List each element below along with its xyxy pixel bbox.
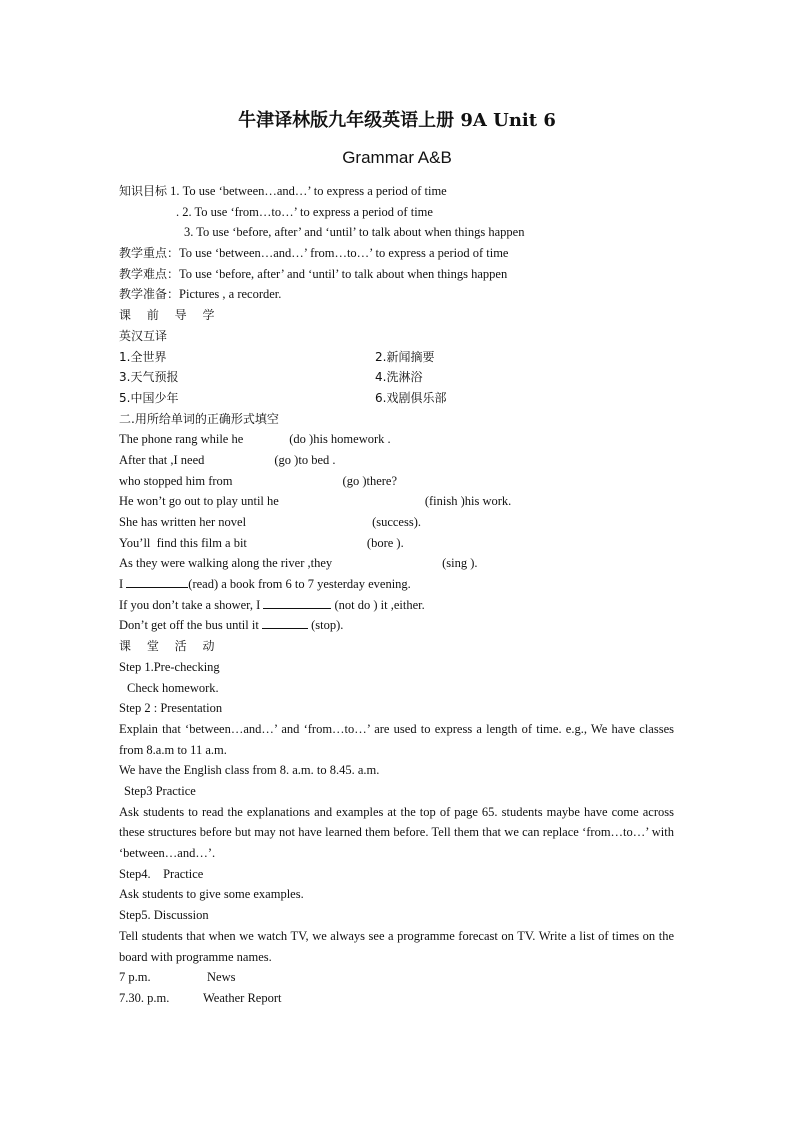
step1-heading: Step 1.Pre-checking: [119, 659, 220, 674]
translation-row: [119, 367, 679, 388]
schedule-row: [119, 967, 679, 988]
sentence-start: As they were walking along the river ,they: [119, 556, 333, 571]
sentence-end: (success).: [372, 515, 422, 529]
document-title: 牛津译林版九年级英语上册 9A Unit 6: [238, 110, 556, 131]
sentence-end: (bore ).: [366, 535, 404, 550]
translation-item: 4.洗淋浴: [375, 370, 423, 385]
sentence-start: If you don’t take a shower, I: [119, 597, 264, 612]
sentence-end: (sing ).: [442, 556, 478, 571]
objective-line-1: [119, 181, 679, 202]
translation-row: [119, 388, 679, 409]
difficulties: [119, 264, 679, 285]
objective-item: 1. To use ‘between…and…’ to express a period of time: [170, 184, 447, 198]
step1-text: Check homework.: [127, 680, 219, 695]
translation-item: 3.天气预报: [119, 370, 179, 385]
step4-heading: Step4. Practice: [119, 866, 204, 881]
sentence-start: He won’t go out to play until he: [119, 494, 279, 509]
sentence-start: who stopped him from: [119, 473, 233, 488]
sentence-start: I: [119, 577, 127, 592]
document-subtitle: Grammar A&B: [342, 148, 452, 167]
answer-blank[interactable]: [263, 595, 331, 609]
translate-heading: 英汉互译: [119, 328, 168, 343]
fill-exercise-line: [119, 533, 679, 554]
fill-exercise-line: [119, 512, 679, 533]
document-body: [119, 181, 679, 1009]
fill-exercise-line: [119, 553, 679, 574]
schedule-programme: News: [207, 970, 236, 985]
objective-line-2: [119, 202, 679, 223]
translation-item: 2.新闻摘要: [375, 349, 435, 364]
preparation: [119, 284, 679, 305]
key-points-label: 教学重点：: [119, 246, 180, 261]
translation-item: 5.中国少年: [119, 390, 179, 405]
step2-text: Explain that ‘between…and…’ and ‘from…to…’ are used to express a length of time. e.g., We have classes from 8.a.m to 11 a.m.: [119, 721, 674, 757]
sentence-end: (go )to bed .: [274, 452, 336, 467]
preparation-text: Pictures , a recorder.: [179, 287, 282, 302]
fill-exercise-line: [119, 471, 679, 492]
preparation-label: 教学准备：: [119, 287, 180, 302]
sentence-end: (stop).: [307, 618, 344, 633]
schedule-time: 7 p.m.: [119, 970, 151, 985]
sentence-start: After that ,I need: [119, 452, 205, 467]
sentence-start: She has written her novel: [119, 515, 247, 529]
underline-exercise-line: [119, 595, 679, 616]
pre-class-heading: 课 前 导 学: [119, 308, 221, 323]
step2-example: We have the English class from 8. a.m. to 8.45. a.m.: [119, 763, 380, 778]
class-activity-heading: 课 堂 活 动: [119, 639, 221, 654]
answer-blank[interactable]: [126, 574, 188, 588]
schedule-programme: Weather Report: [203, 990, 282, 1005]
fill-exercise-line: [119, 429, 679, 450]
objective-item: . 2. To use ‘from…to…’ to express a period of time: [176, 204, 433, 219]
step5-heading: Step5. Discussion: [119, 908, 209, 923]
objectives-label: 知识目标: [119, 184, 168, 198]
schedule-row: [119, 988, 679, 1009]
fill-exercise-line: [119, 491, 679, 512]
step3-text: Ask students to read the explanations and examples at the top of page 65. students maybe have come across these structures before but may not have learned them before. Tell them that we can replace ‘from…to…’ with ‘between…and…’.: [119, 804, 674, 861]
objective-line-3: [119, 222, 679, 243]
step3-heading: Step3 Practice: [124, 783, 196, 798]
translation-item: 1.全世界: [119, 349, 167, 364]
step4-text: Ask students to give some examples.: [119, 887, 304, 902]
sentence-start: Don’t get off the bus until it: [119, 618, 262, 633]
schedule-time: 7.30. p.m.: [119, 990, 170, 1005]
fill-exercise-list: [119, 429, 679, 574]
underline-exercise-list: [119, 574, 679, 636]
step5-text: Tell students that when we watch TV, we always see a programme forecast on TV. Write a list of times on the board with programme names.: [119, 928, 674, 964]
fill-heading: 二.用所给单词的正确形式填空: [119, 411, 279, 426]
sentence-end: (not do ) it ,either.: [331, 597, 425, 612]
underline-exercise-line: [119, 574, 679, 595]
difficulties-text: To use ‘before, after’ and ‘until’ to talk about when things happen: [179, 266, 508, 281]
difficulties-label: 教学难点：: [119, 266, 180, 281]
sentence-end: (do )his homework .: [289, 432, 391, 447]
step2-heading: Step 2 : Presentation: [119, 701, 223, 716]
underline-exercise-line: [119, 615, 679, 636]
sentence-end: (go )there?: [342, 473, 398, 488]
translation-item: 6.戏剧俱乐部: [375, 390, 447, 405]
sentence-start: You’ll find this film a bit: [119, 535, 247, 550]
objective-item: 3. To use ‘before, after’ and ‘until’ to talk about when things happen: [184, 225, 525, 240]
answer-blank[interactable]: [262, 615, 308, 629]
translation-row: [119, 347, 679, 368]
fill-exercise-line: [119, 450, 679, 471]
sentence-start: The phone rang while he: [119, 432, 244, 447]
key-points-text: To use ‘between…and…’ from…to…’ to express a period of time: [179, 246, 509, 261]
sentence-end: (read) a book from 6 to 7 yesterday evening.: [188, 577, 411, 592]
key-points: [119, 243, 679, 264]
sentence-end: (finish )his work.: [424, 494, 512, 509]
